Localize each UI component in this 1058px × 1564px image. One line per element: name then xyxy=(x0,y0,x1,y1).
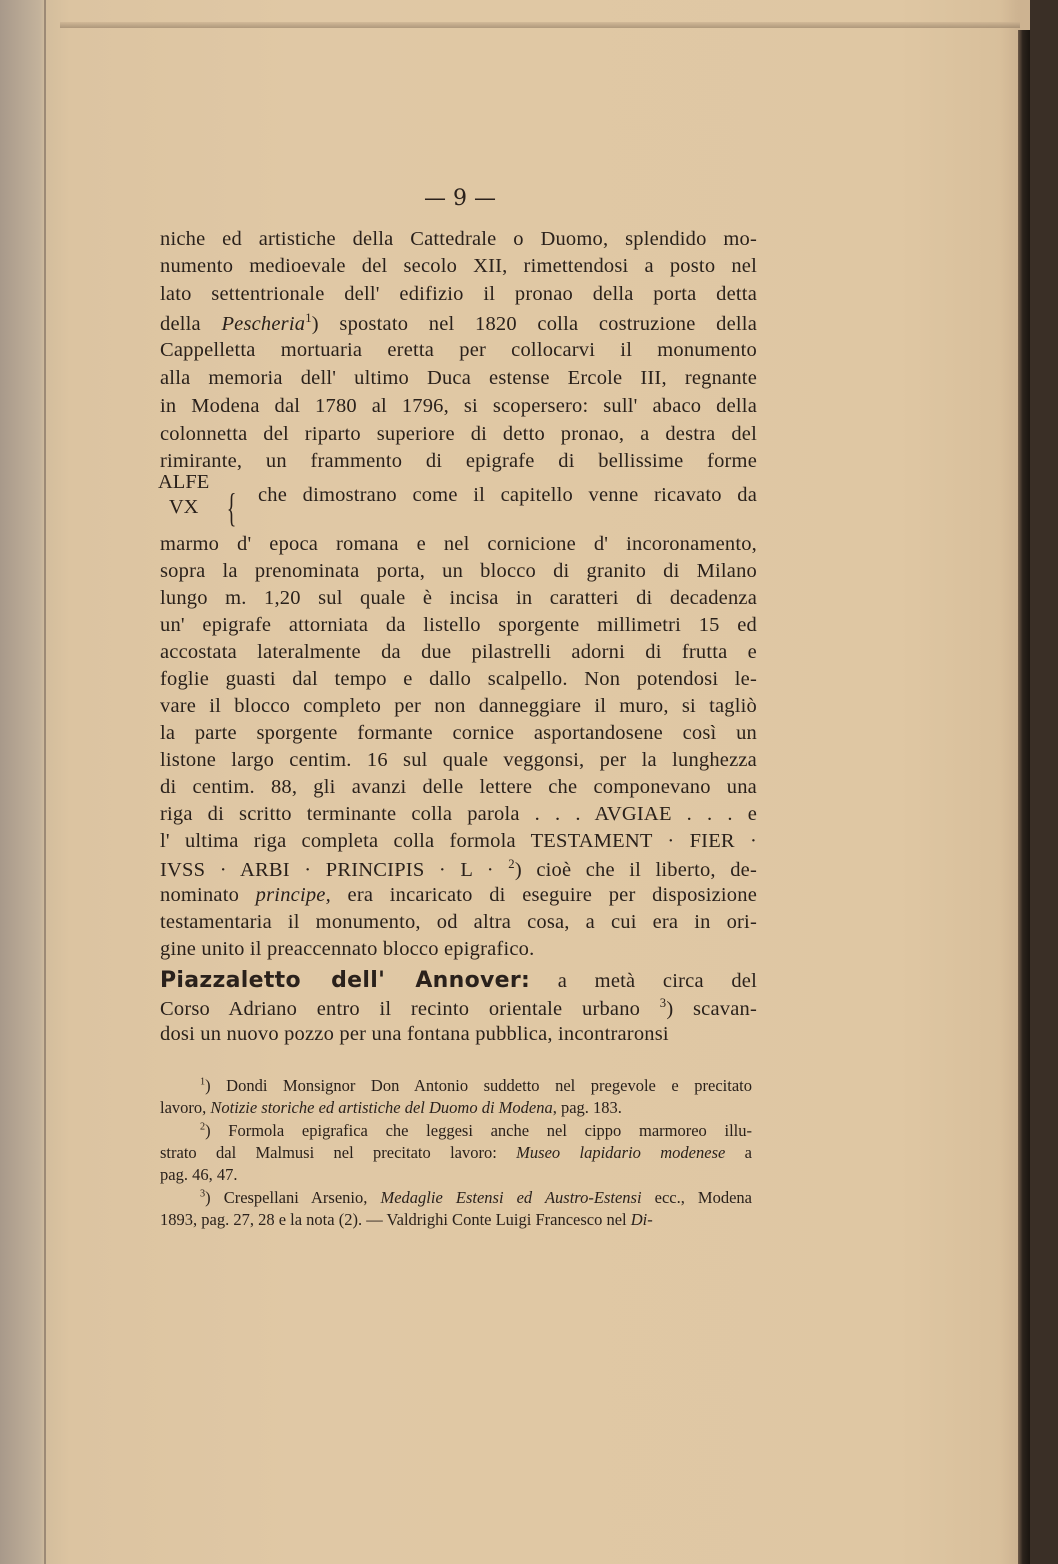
section-heading: Piazzaletto dell' Annover: xyxy=(160,968,531,993)
text-segment: che dimostrano come il capitello venne ricavato da xyxy=(258,484,757,506)
italic-text: Medaglie Estensi ed Austro-Estensi xyxy=(380,1188,642,1207)
text-segment: dosi un nuovo pozzo per una fontana pubblica, incontraronsi xyxy=(160,1023,669,1045)
text-line xyxy=(258,484,757,507)
book-spine xyxy=(0,0,46,1564)
text-segment: in Modena dal 1780 al 1796, si scopersero: sull' abaco della xyxy=(160,395,757,417)
text-line xyxy=(160,911,757,934)
text-segment: IVSS · ARBI · PRINCIPIS · L · xyxy=(160,858,509,881)
italic-text: Pescheria xyxy=(221,312,306,335)
text-line xyxy=(160,367,757,390)
italic-text: principe, xyxy=(255,884,331,906)
text-line xyxy=(160,803,757,826)
text-segment: ) scavan- xyxy=(666,997,757,1020)
text-segment: , pag. 183. xyxy=(552,1098,622,1117)
text-segment: listone largo centim. 16 sul quale veggonsi, per la lunghezza xyxy=(160,749,757,771)
footnote-line xyxy=(160,1076,752,1096)
text-segment: numento medioevale del secolo XII, rimettendosi a posto nel xyxy=(160,255,757,277)
text-segment: strato dal Malmusi nel precitato lavoro: xyxy=(160,1143,517,1162)
text-line xyxy=(160,614,757,637)
text-segment: lungo m. 1,20 sul quale è incisa in caratteri di decadenza xyxy=(160,587,757,609)
text-segment: foglie guasti dal tempo e dallo scalpello. Non potendosi le- xyxy=(160,668,757,690)
text-line xyxy=(160,749,757,772)
footnote-line xyxy=(160,1121,752,1141)
text-segment: marmo d' epoca romana e nel cornicione d' incoronamento, xyxy=(160,533,757,555)
text-segment: era incaricato di eseguire per disposizione xyxy=(330,884,757,906)
text-line xyxy=(160,668,757,691)
book-cover-edge xyxy=(1018,30,1030,1564)
text-segment: riga di scritto terminante colla parola . . . AVGIAE . . . e xyxy=(160,803,757,825)
text-segment: ) Crespellani Arsenio, xyxy=(205,1188,381,1207)
text-segment: ) spostato nel 1820 colla costruzione della xyxy=(311,312,757,335)
text-line xyxy=(160,857,757,882)
footnote-line xyxy=(160,1210,752,1230)
page-top-edge xyxy=(60,22,1020,28)
text-line xyxy=(160,450,757,473)
footnote-marker: 3 xyxy=(200,1188,206,1200)
footnote-marker: 2 xyxy=(508,857,515,871)
text-line xyxy=(160,938,757,961)
text-line xyxy=(160,255,757,278)
text-line xyxy=(160,884,757,907)
footnote-line xyxy=(160,1188,752,1208)
text-line xyxy=(160,339,757,362)
brace: { xyxy=(226,485,237,530)
text-segment: alla memoria dell' ultimo Duca estense Ercole III, regnante xyxy=(160,367,757,389)
text-segment: lato settentrionale dell' edifizio il pronao della porta detta xyxy=(160,283,757,305)
text-segment: testamentaria il monumento, od altra cosa, a cui era in ori- xyxy=(160,911,757,933)
text-segment: colonnetta del riparto superiore di detto pronao, a destra del xyxy=(160,423,757,445)
text-segment: vare il blocco completo per non danneggiare il muro, si tagliò xyxy=(160,695,757,717)
text-line xyxy=(160,228,757,251)
text-line xyxy=(160,395,757,418)
text-line xyxy=(160,695,757,718)
text-line xyxy=(160,1023,757,1046)
text-line xyxy=(160,311,757,336)
inscription-line: VX xyxy=(168,496,199,518)
text-line xyxy=(160,283,757,306)
text-segment: niche ed artistiche della Cattedrale o Duomo, splendido mo- xyxy=(160,228,757,250)
text-segment: a xyxy=(725,1143,752,1162)
text-line xyxy=(160,533,757,556)
italic-text: Di- xyxy=(630,1210,653,1229)
text-line xyxy=(160,830,757,853)
footnote-marker: 3 xyxy=(659,996,667,1010)
text-line xyxy=(160,560,757,583)
footnote-marker: 1 xyxy=(200,1076,206,1088)
text-line xyxy=(160,722,757,745)
footnote-line xyxy=(160,1143,752,1163)
text-segment: 1893, pag. 27, 28 e la nota (2). — Valdrighi Conte Luigi Francesco nel xyxy=(160,1210,631,1229)
text-segment: di centim. 88, gli avanzi delle lettere che componevano una xyxy=(160,776,757,798)
footnote-line xyxy=(160,1098,752,1118)
text-segment: Cappelletta mortuaria eretta per collocarvi il monumento xyxy=(160,339,757,361)
text-line xyxy=(160,641,757,664)
text-line xyxy=(160,423,757,446)
text-segment: ) cioè che il liberto, de- xyxy=(514,858,757,881)
text-segment: l' ultima riga completa colla formola TESTAMENT · FIER · xyxy=(160,830,757,852)
text-line xyxy=(160,996,757,1021)
text-segment: ) Formola epigrafica che leggesi anche nel cippo marmoreo illu- xyxy=(205,1121,752,1140)
italic-text: Notizie storiche ed artistiche del Duomo di Modena xyxy=(210,1098,553,1117)
text-segment: pag. 46, 47. xyxy=(160,1165,238,1184)
text-segment: a metà circa del xyxy=(530,970,757,992)
inscription xyxy=(158,470,209,520)
text-segment: Corso Adriano entro il recinto orientale urbano xyxy=(160,997,660,1020)
page-fold xyxy=(44,0,46,1564)
text-line xyxy=(160,968,757,993)
text-segment: gine unito il preaccennato blocco epigrafico. xyxy=(160,938,535,960)
text-segment: ecc., Modena xyxy=(641,1188,752,1207)
text-segment: un' epigrafe attorniata da listello sporgente millimetri 15 ed xyxy=(160,614,757,636)
text-segment: della xyxy=(160,312,222,335)
text-line xyxy=(160,587,757,610)
text-segment: lavoro, xyxy=(160,1098,211,1117)
text-segment: ) Dondi Monsignor Don Antonio suddetto nel pregevole e precitato xyxy=(205,1076,752,1095)
text-segment: la parte sporgente formante cornice asportandosene così un xyxy=(160,722,757,744)
text-line xyxy=(160,776,757,799)
inscription-line: ALFE xyxy=(158,471,210,493)
text-segment: accostata lateralmente da due pilastrelli adorni di frutta e xyxy=(160,641,757,663)
italic-text: Museo lapidario modenese xyxy=(516,1143,726,1162)
text-segment: sopra la prenominata porta, un blocco di granito di Milano xyxy=(160,560,757,582)
text-segment: rimirante, un frammento di epigrafe di bellissime forme xyxy=(160,450,757,472)
footnote-line xyxy=(160,1165,752,1185)
footnote-marker: 1 xyxy=(305,311,312,325)
page-number: — 9 — xyxy=(424,186,496,211)
footnote-marker: 2 xyxy=(200,1121,206,1133)
text-segment: nominato xyxy=(160,884,256,906)
